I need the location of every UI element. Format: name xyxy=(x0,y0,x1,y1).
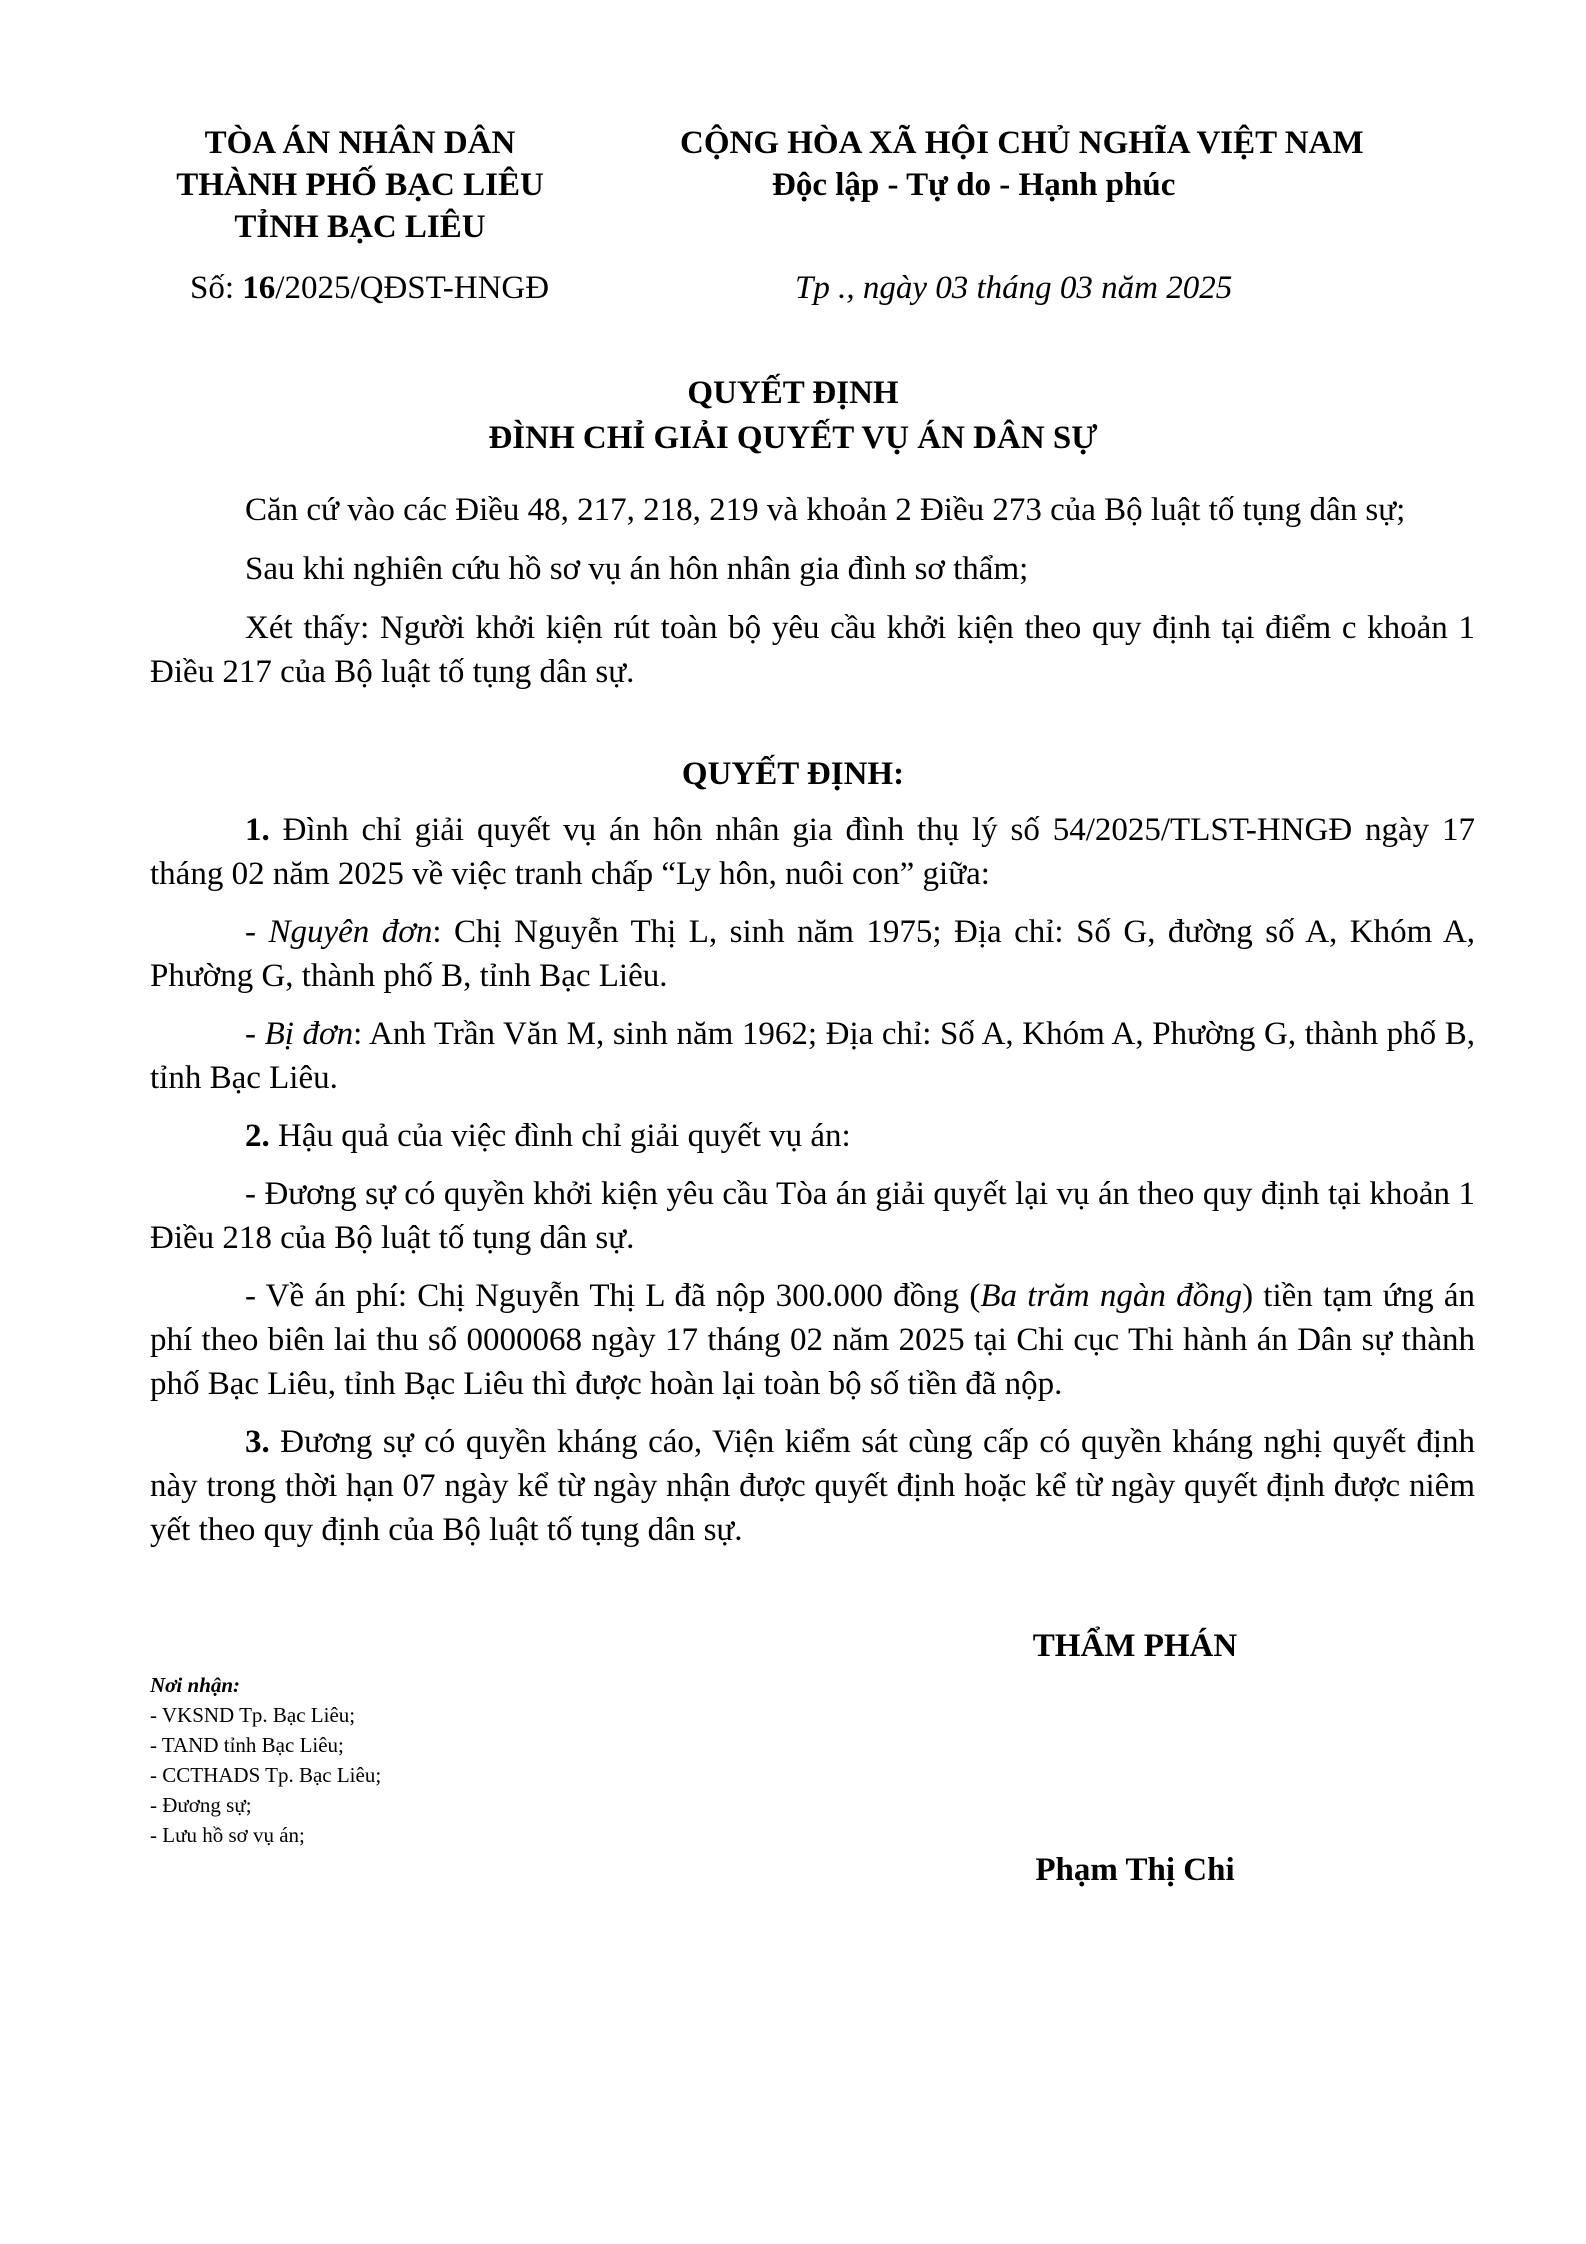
recipient-item: - CCTHADS Tp. Bạc Liêu; xyxy=(150,1763,382,1787)
item-2-right-to-sue: - Đương sự có quyền khởi kiện yêu cầu Tòa án giải quyết lại vụ án theo quy định tại khoản 1 Điều 218 của Bộ luật tố tụng dân sự. xyxy=(150,1176,1475,1256)
document-title: QUYẾT ĐỊNH xyxy=(687,375,899,411)
item-1-text: Đình chỉ giải quyết vụ án hôn nhân gia đình thụ lý số 54/2025/TLST-HNGĐ ngày 17 tháng 02 năm 2025 về việc tranh chấp “Ly hôn, nuôi con” giữa: xyxy=(150,812,1475,892)
defendant-text: : Anh Trần Văn M, sinh năm 1962; Địa chỉ: Số A, Khóm A, Phường G, thành phố B, tỉnh Bạc Liêu. xyxy=(150,1016,1475,1096)
preamble-review: Sau khi nghiên cứu hồ sơ vụ án hôn nhân gia đình sơ thẩm; xyxy=(245,551,1029,587)
decision-item-2 xyxy=(150,1114,1475,1158)
defendant-paragraph xyxy=(150,1012,1475,1100)
defendant-label: Bị đơn xyxy=(264,1016,354,1052)
court-name-line2: THÀNH PHỐ BẠC LIÊU xyxy=(176,167,544,203)
decision-body xyxy=(150,808,1475,1552)
item-2-text: Hậu quả của việc đình chỉ giải quyết vụ án: xyxy=(269,1118,851,1154)
court-fee-pre: - Về án phí: Chị Nguyễn Thị L đã nộp 300.000 đồng ( xyxy=(245,1278,981,1314)
recipient-item: - Lưu hồ sơ vụ án; xyxy=(150,1823,305,1847)
court-fee-words: Ba trăm ngàn đồng xyxy=(980,1278,1243,1314)
item-2-number: 2. xyxy=(245,1118,270,1154)
plaintiff-dash: - xyxy=(245,914,269,950)
plaintiff-text: : Chị Nguyễn Thị L, sinh năm 1975; Địa chỉ: Số G, đường số A, Khóm A, Phường G, thành phố B, tỉnh Bạc Liêu. xyxy=(150,914,1475,994)
document-number-prefix: Số: xyxy=(190,270,243,306)
preamble xyxy=(150,488,1475,694)
document-number-suffix: /2025/QĐST-HNGĐ xyxy=(275,270,550,306)
item-3-number: 3. xyxy=(245,1424,270,1460)
national-motto: Độc lập - Tự do - Hạnh phúc xyxy=(772,167,1176,203)
court-fee-post: ) tiền tạm ứng án phí theo biên lai thu số 0000068 ngày 17 tháng 02 năm 2025 tại Chi cục Thi hành án Dân sự thành phố Bạc Liêu, tỉnh Bạc Liêu thì được hoàn lại toàn bộ số tiền đã nộp. xyxy=(150,1278,1476,1402)
court-name-line3: TỈNH BẠC LIÊU xyxy=(234,209,486,245)
court-header xyxy=(150,122,570,248)
preamble-finding: Xét thấy: Người khởi kiện rút toàn bộ yêu cầu khởi kiện theo quy định tại điểm c khoản 1 Điều 217 của Bộ luật tố tụng dân sự. xyxy=(150,610,1475,690)
document-number-value: 16 xyxy=(242,270,276,306)
preamble-legal-basis: Căn cứ vào các Điều 48, 217, 218, 219 và khoản 2 Điều 273 của Bộ luật tố tụng dân sự; xyxy=(245,492,1406,528)
recipient-item: - TAND tỉnh Bạc Liêu; xyxy=(150,1733,344,1757)
document-subtitle: ĐÌNH CHỈ GIẢI QUYẾT VỤ ÁN DÂN SỰ xyxy=(488,420,1098,456)
item-3-text: Đương sự có quyền kháng cáo, Viện kiểm sát cùng cấp có quyền kháng nghị quyết định này trong thời hạn 07 ngày kể từ ngày nhận được quyết định hoặc kể từ ngày quyết định được niêm yết theo quy định của Bộ luật tố tụng dân sự. xyxy=(150,1424,1475,1548)
court-name-line1: TÒA ÁN NHÂN DÂN xyxy=(204,125,516,161)
defendant-dash: - xyxy=(245,1016,265,1052)
document-date: Tp ., ngày 03 tháng 03 năm 2025 xyxy=(795,270,1233,306)
plaintiff-label: Nguyên đơn xyxy=(268,914,433,950)
recipients-heading: Nơi nhận: xyxy=(150,1673,241,1697)
recipient-item: - Đương sự; xyxy=(150,1793,252,1817)
republic-name: CỘNG HÒA XÃ HỘI CHỦ NGHĨA VIỆT NAM xyxy=(680,125,1364,161)
plaintiff-paragraph xyxy=(150,910,1475,998)
judge-title: THẨM PHÁN xyxy=(1032,1628,1238,1664)
decision-item-1 xyxy=(150,808,1475,896)
decision-heading: QUYẾT ĐỊNH: xyxy=(681,756,905,792)
item-2-court-fee xyxy=(150,1274,1475,1406)
recipient-item: - VKSND Tp. Bạc Liêu; xyxy=(150,1703,356,1727)
judge-name: Phạm Thị Chi xyxy=(1035,1852,1235,1888)
decision-item-3 xyxy=(150,1420,1475,1552)
document-number xyxy=(190,270,549,307)
item-1-number: 1. xyxy=(245,812,270,848)
recipients-list xyxy=(150,1670,381,1850)
